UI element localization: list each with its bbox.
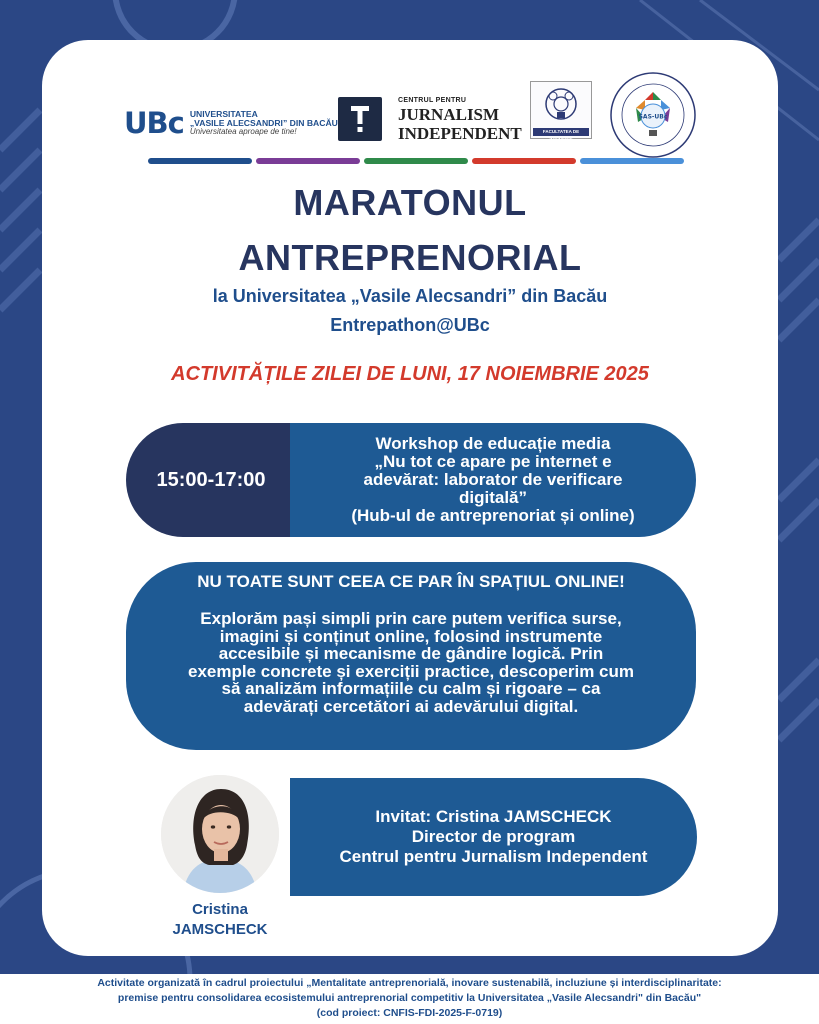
guest-info-box: [290, 778, 697, 896]
session-line2: „Nu tot ce apare pe internet e: [374, 452, 612, 471]
color-bar-1: [148, 158, 252, 164]
info-line: adevărați cercetători ai adevărului digital.: [243, 696, 579, 716]
title-university: la Universitatea „Vasile Alecsandri” din Bacău: [212, 286, 608, 306]
footer-line1: Activitate organizată în cadrul proiectului „Mentalitate antreprenorială, inovare sustenabilă, incluziune și interdisciplinaritate:: [97, 977, 722, 989]
info-i-logo-icon: [338, 97, 382, 141]
ubc-logo-mark: UBc: [124, 106, 184, 140]
faculty-engineering-logo: [530, 81, 592, 142]
cji-logo-line1: JURNALISM: [398, 105, 500, 124]
session-line4: digitală”: [458, 488, 527, 507]
info-body: [160, 610, 662, 716]
info-line: accesibile și mecanisme de gândire logică. Prin: [218, 644, 604, 664]
cji-logo-small: CENTRUL PENTRU: [398, 97, 467, 104]
logos-row: [42, 40, 778, 205]
info-pill: [126, 562, 696, 750]
info-line: Explorăm pași simpli prin care putem verifica surse,: [200, 609, 622, 628]
guest-avatar: [161, 775, 279, 893]
session-time: 15:00-17:00: [126, 423, 290, 537]
guest-line1: Invitat: Cristina JAMSCHECK: [375, 807, 612, 826]
title-hashtag: Entrepathon@UBc: [330, 315, 490, 335]
session-line3: adevărat: laborator de verificare: [363, 470, 623, 489]
sas-logo-center: SAS-UBc: [638, 113, 668, 121]
guest-line2: Director de program: [411, 827, 576, 846]
ubc-logo: [124, 106, 338, 140]
info-line: să analizăm informațiile cu calm și rigoare – ca: [221, 679, 601, 699]
title-line2: ANTREPRENORIAL: [238, 237, 582, 278]
poster-card: [42, 40, 778, 956]
session-line5: (Hub-ul de antreprenoriat și online): [351, 506, 635, 525]
cji-logo-line2: INDEPENDENT: [398, 124, 522, 143]
guest-first-name: Cristina: [192, 901, 248, 918]
ubc-logo-line2: „VASILE ALECSANDRI” DIN BACĂU: [189, 117, 338, 128]
guest-name-label: [150, 900, 290, 940]
guest-line3: Centrul pentru Jurnalism Independent: [339, 847, 648, 866]
color-bar-4: [472, 158, 576, 164]
sas-ubc-logo: [608, 70, 698, 160]
cji-logo: [398, 97, 522, 142]
footer-line2: premise pentru consolidarea ecosistemului antreprenorial competitiv la Universitatea „Vasile Alecsandri" din Bacău": [117, 992, 702, 1004]
ubc-logo-tagline: Universitatea aproape de tine!: [189, 126, 297, 136]
date-heading: ACTIVITĂȚILE ZILEI DE LUNI, 17 NOIEMBRIE 2025: [171, 363, 649, 385]
color-bar-5: [580, 158, 684, 164]
info-line: exemple concrete și exerciții practice, descoperim cum: [188, 661, 634, 681]
ubc-logo-line1: UNIVERSITATEA: [189, 108, 258, 119]
info-heading: NU TOATE SUNT CEEA CE PAR ÎN SPAȚIUL ONLINE!: [197, 572, 625, 591]
color-bar-2: [256, 158, 360, 164]
faculty-logo-caption: FACULTATEA DE INGINERIE: [533, 128, 589, 136]
info-line: imagini și conținut online, folosind instrumente: [219, 626, 603, 646]
title-line1: MARATONUL: [293, 182, 527, 223]
session-line1: Workshop de educație media: [375, 434, 611, 453]
guest-last-name: JAMSCHECK: [172, 921, 268, 938]
session-description: [290, 423, 696, 537]
session-pill: [126, 423, 696, 537]
footer: [0, 974, 819, 1024]
footer-line3: (cod proiect: CNFIS-FDI-2025-F-0719): [316, 1007, 503, 1019]
color-bar-3: [364, 158, 468, 164]
